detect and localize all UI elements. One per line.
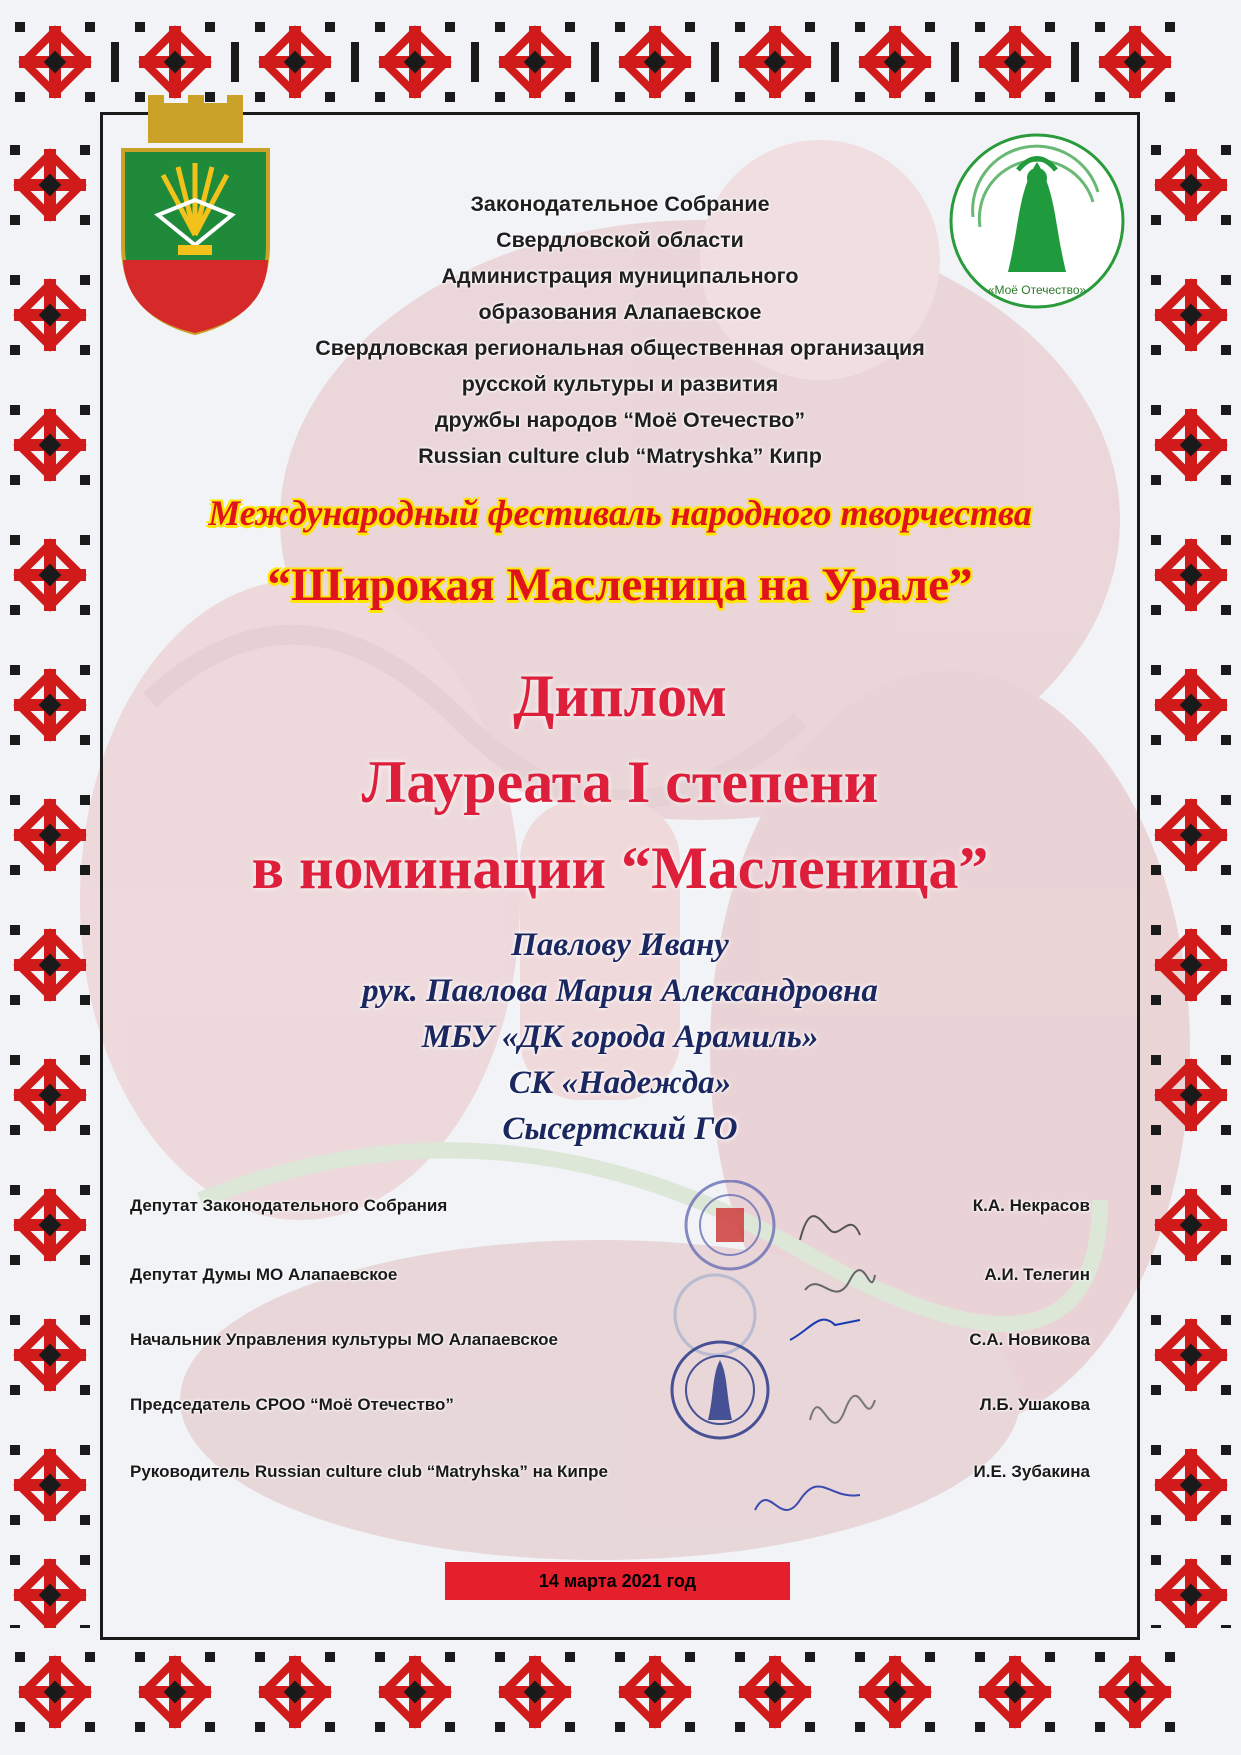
signatory-name: К.А. Некрасов [972,1196,1090,1215]
organizer-line: Законодательное Собрание [470,192,770,216]
ornament-border-right [1131,125,1241,1628]
festival-name: “Широкая Масленица на Урале” [267,559,973,611]
ornament-border-bottom [0,1628,1241,1755]
signatory-title: Депутат Думы МО Алапаевское [130,1265,398,1284]
recipient-block [100,922,1140,1152]
signatory-row [130,1462,1090,1492]
recipient-club: СК «Надежда» [508,1065,732,1101]
signatory-name: А.И. Телегин [984,1265,1090,1284]
signatory-title: Руководитель Russian culture club “Matryhska” на Кипре [130,1462,608,1481]
signatory-title: Председатель СРОО “Моё Отечество” [130,1395,454,1414]
recipient-name: Павлову Ивану [511,927,729,963]
signatory-name: Л.Б. Ушакова [979,1395,1090,1414]
date-badge: 14 марта 2021 год [445,1562,790,1600]
signatory-name: С.А. Новикова [969,1330,1090,1349]
signatory-row [130,1330,1090,1360]
organizer-line: Свердловской области [496,228,744,252]
organizer-line: образования Алапаевское [478,300,762,324]
diploma-degree: Лауреата I степени [361,749,879,815]
stamps-and-signatures [660,1180,920,1560]
organizer-line: русской культуры и развития [461,372,779,396]
signatory-row [130,1395,1090,1425]
org-logo-label: «Моё Отечество» [987,283,1087,297]
organizer-line: Свердловская региональная общественная организация [315,336,925,360]
recipient-leader: рук. Павлова Мария Александровна [362,973,878,1009]
signatory-title: Депутат Законодательного Собрания [130,1196,448,1215]
diploma-nomination: в номинации “Масленица” [251,835,989,901]
organizer-line: Администрация муниципального [441,264,799,288]
recipient-institution: МБУ «ДК города Арамиль» [421,1019,819,1055]
ornament-border-left [0,125,110,1628]
festival-title: Международный фестиваль народного творчества [208,493,1032,533]
signatory-name: И.Е. Зубакина [973,1462,1090,1481]
organizers-block [180,186,1060,474]
signatory-title: Начальник Управления культуры МО Алапаевское [130,1330,559,1349]
signatory-row [130,1196,1090,1226]
diploma-heading: Диплом [513,663,727,729]
organizer-line: дружбы народов “Моё Отечество” [434,408,806,432]
recipient-district: Сысертский ГО [502,1111,738,1147]
signatory-row [130,1265,1090,1295]
organizer-line: Russian culture club “Matryshka” Кипр [418,444,822,468]
